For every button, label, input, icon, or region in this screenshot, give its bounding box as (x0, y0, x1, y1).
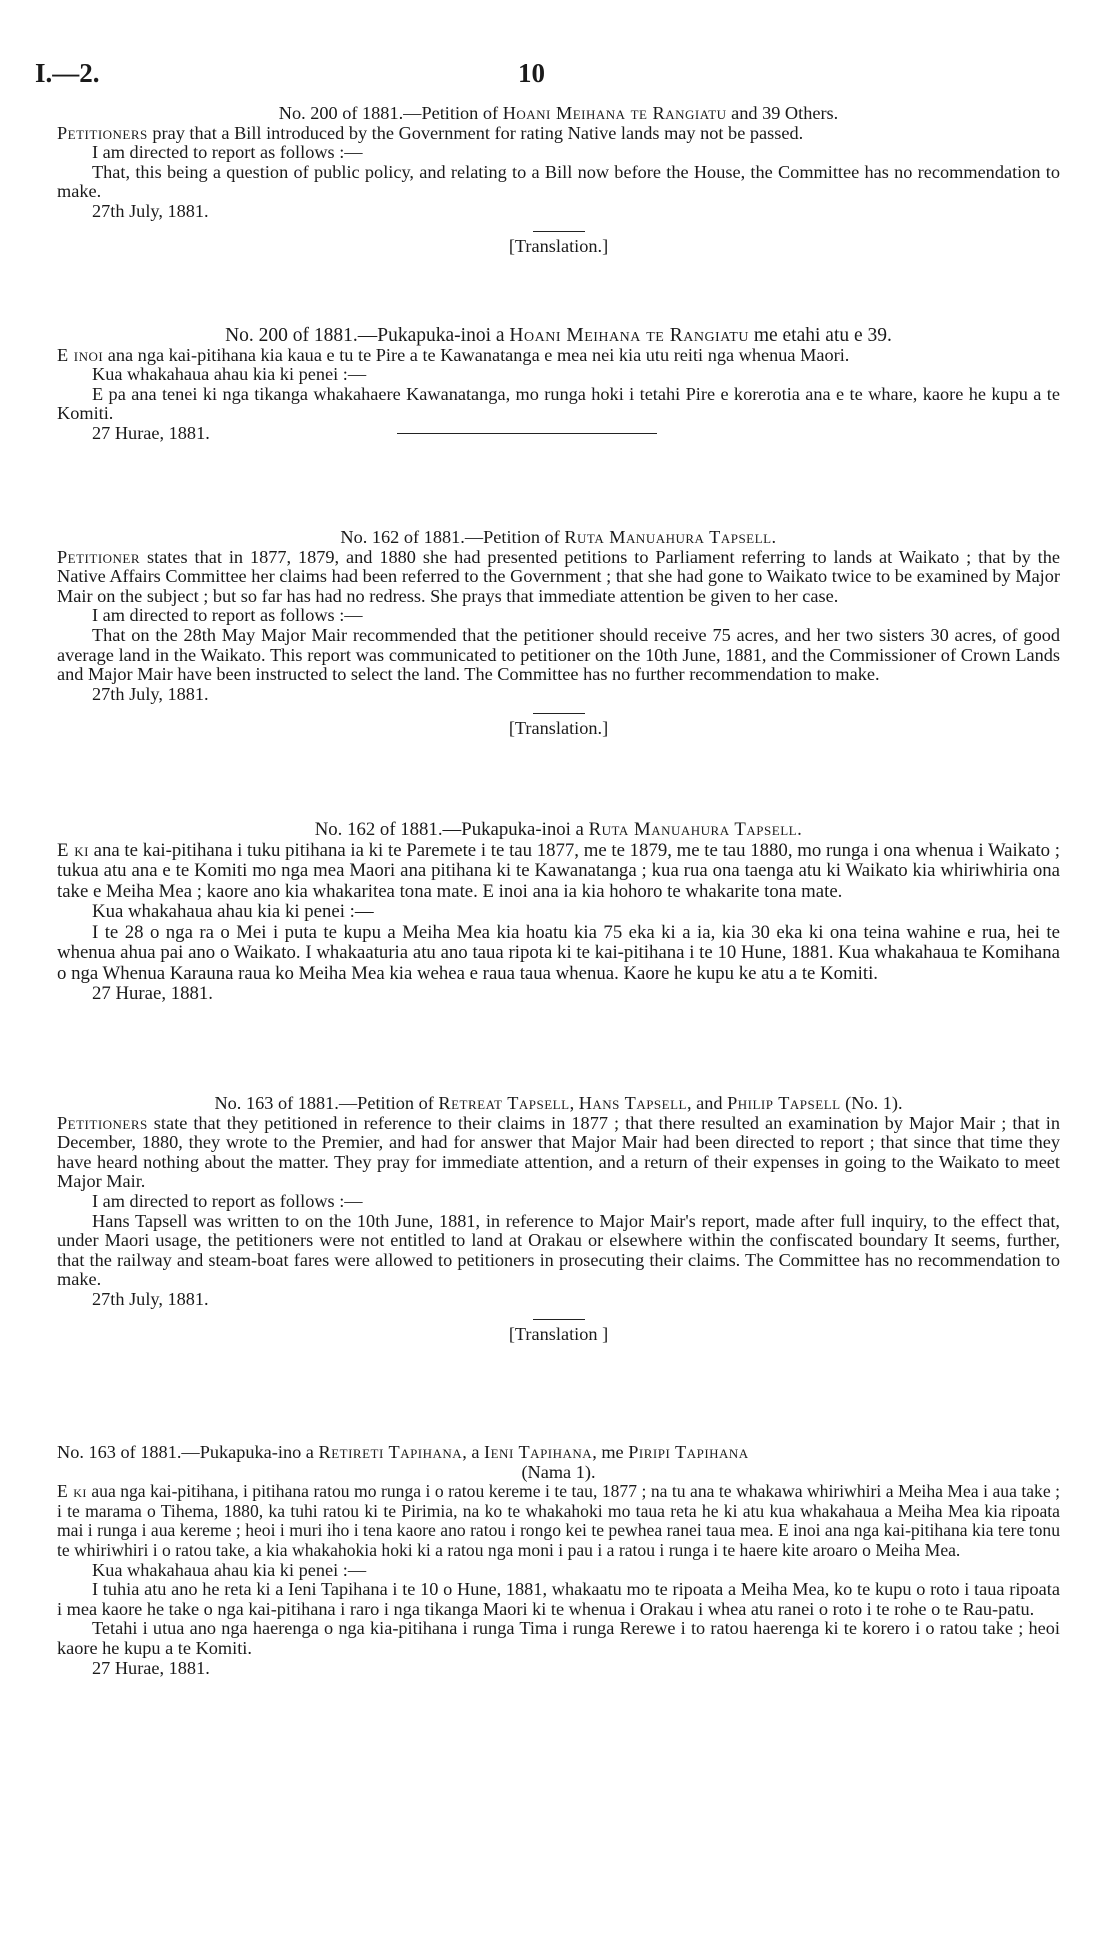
petitioner-name: Piripi Tapihana (628, 1442, 749, 1462)
petitioner-name: Ruta Manuahura Tapsell. (588, 819, 803, 840)
petitioner-name: Hoani Meihana te Rangiatu (502, 103, 727, 123)
report-date: 27 Hurae, 1881. (92, 422, 210, 443)
report-date: 27 Hurae, 1881. (92, 1657, 210, 1678)
directed-line: I am directed to report as follows :— (92, 1190, 363, 1211)
petition-163-english (57, 1094, 1060, 1344)
petition-162-english (57, 528, 1060, 739)
report-date: 27th July, 1881. (92, 683, 209, 704)
report-date: 27th July, 1881. (92, 200, 209, 221)
report-date: 27 Hurae, 1881. (92, 983, 214, 1004)
section-heading-number: (Nama 1). (521, 1461, 596, 1482)
section-heading: No. 163 of 1881.—Pukapuka-ino a Retireti Tapihana, a Ieni Tapihana, me Piripi Tapihana (57, 1442, 749, 1462)
committee-report: E pa ana tenei ki nga tikanga whakahaere Kawanatanga, mo runga hoki i tetahi Pire e korerotia ana e te whare, kaore he kupu a te Komiti. (57, 383, 1060, 424)
section-heading: No. 200 of 1881.—Pukapuka-inoi a Hoani Meihana te Rangiatu me etahi atu e 39. (225, 325, 892, 346)
section-heading: No. 162 of 1881.—Pukapuka-inoi a Ruta Manuahura Tapsell. (314, 819, 803, 840)
petitioner-name: Hans Tapsell (578, 1093, 687, 1113)
committee-report: I te 28 o nga ra o Mei i puta te kupu a Meiha Mea kia hoatu kia 75 eka ki a ia, kia 30 eka ki ona teina wahine e rua, hei te whenua ahua pai ano o Waikato. I whakaaturia atu ano taua ripota ki te kai-pitihana i te 10 Hune, 1881. Kua whakahaua te Komihana o nga Whenua Karauna raua ko Meiha Mea kia wehea e raua taua whenua. Kaore he kupu ke atu a te Komiti. (57, 921, 1060, 984)
petitioner-name: Retireti Tapihana (318, 1442, 463, 1462)
petitioner-name: Philip Tapsell (727, 1093, 841, 1113)
petition-200-translation (57, 326, 1060, 444)
directed-line: I am directed to report as follows :— (92, 142, 363, 163)
committee-report-extra: Tetahi i utua ano nga haerenga o nga kia-pitihana i runga Tima i runga Rerewe i to ratou haerenga ki te korero i o ratou take ; heoi kaore he kupu a te Komiti. (57, 1618, 1060, 1658)
section-heading: No. 163 of 1881.—Petition of Retreat Tapsell, Hans Tapsell, and Philip Tapsell (No. 1). (214, 1093, 903, 1113)
divider (533, 231, 585, 232)
petition-body: Petitioner states that in 1877, 1879, and 1880 she had presented petitions to Parliament referring to lands at Waikato ; that by the Native Affairs Committee her claims had been referred to the Government ; that she had gone to Waikato twice to be examined by Major Mair on the subject ; but so far has had no redress. She prays that immediate attention be given to her case. (57, 546, 1060, 606)
section-heading: No. 200 of 1881.—Petition of Hoani Meihana te Rangiatu and 39 Others. (278, 103, 839, 123)
petition-body: E ki aua nga kai-pitihana, i pitihana ratou mo runga i o ratou kereme i te tau, 1877 ; na tu ana te whakawa whiriwhiri a Meiha Mea i aua take ; i te marama o Tihema, 1880, ka tuhi ratou ki te Pirimia, na ko te whakahoki mo taua reta he ki atu kua whakahaua a Meiha Mea kia ripoata mai i runga i aua kereme ; heoi i muri iho i tena kaore ano ratou i rongo kei te pewhea ranei taua mea. E inoi ana nga kai-pitihana kia tere tonu te whiriwhiri i o ratou take, a kia whakahokia hoki ki a ratou nga moni i pau i a ratou i runga i te haere kite aroaro o Meiha Mea. (57, 1481, 1060, 1560)
section-heading: No. 162 of 1881.—Petition of Ruta Manuahura Tapsell. (340, 527, 777, 547)
petition-body: E inoi ana nga kai-pitihana kia kaua e tu te Pire a te Kawanatanga e mea nei kia utu reiti nga whenua Maori. (57, 344, 850, 365)
document-reference: I.—2. (35, 58, 100, 88)
translation-label: [Translation.] (508, 235, 609, 256)
translation-label: [Translation.] (508, 718, 609, 739)
petition-162-translation (57, 820, 1060, 1005)
petitioner-name: Retreat Tapsell (438, 1093, 570, 1113)
directed-line: Kua whakahaua ahau kia ki penei :— (92, 364, 367, 385)
divider (533, 1319, 585, 1320)
report-date: 27th July, 1881. (92, 1288, 209, 1309)
translation-label: [Translation ] (508, 1323, 609, 1344)
page-number: 10 (518, 58, 545, 88)
petition-200-english (57, 104, 1060, 256)
divider (533, 713, 585, 714)
petition-body: Petitioners state that they petitioned in reference to their claims in 1877 ; that there resulted an examination by Major Mair ; that in December, 1880, they wrote to the Premier, and had for answer that Major Mair had been directed to report ; that since that time they have heard nothing about the matter. They pray for immediate attention, and a return of their expenses in going to the Waikato to meet Major Mair. (57, 1112, 1060, 1192)
committee-report: That on the 28th May Major Mair recommended that the petitioner should receive 75 acres, and her two sisters 30 acres, of good average land in the Waikato. This report was communicated to petitioner on the 10th June, 1881, and the Commissioner of Crown Lands and Major Mair have been instructed to select the land. The Committee has no further recommendation to make. (57, 624, 1060, 685)
petition-body: E ki ana te kai-pitihana i tuku pitihana ia ki te Paremete i te tau 1877, me te 1879, me te tau 1880, mo runga i ona whenua i Waikato ; tukua atu ana e te Komiti mo nga mea Maori ana pitihana ki te Kawanatanga ; kua rua ona taenga atu ki Waikato kia whiriwhiria ona take e Meiha Mea ; kaore ano kia whakaritea tona mate. E inoi ana ia kia hohoro te whakarite tona mate. (57, 839, 1060, 902)
committee-report: Hans Tapsell was written to on the 10th June, 1881, in reference to Major Mair's report, made after full inquiry, to the effect that, under Maori usage, the petitioners were not entitled to land at Orakau or elsewhere within the confiscated boundary It seems, further, that the railway and steam-boat fares were allowed to petitioners in prosecuting their claims. The Committee has no recommendation to make. (57, 1210, 1060, 1290)
petition-body: Petitioners pray that a Bill introduced by the Government for rating Native lands may not be passed. (57, 122, 804, 143)
petitioner-name: Hoani Meihana te Rangiatu (509, 325, 749, 346)
directed-line: Kua whakahaua ahau kia ki penei :— (92, 1559, 367, 1580)
petitioner-name: Ieni Tapihana (484, 1442, 593, 1462)
divider (397, 433, 657, 434)
committee-report: That, this being a question of public policy, and relating to a Bill now before the House, the Committee has no recommendation to make. (57, 161, 1060, 202)
petition-163-translation (57, 1443, 1060, 1678)
petitioner-name: Ruta Manuahura Tapsell. (564, 527, 777, 547)
committee-report: I tuhia atu ano he reta ki a Ieni Tapihana i te 10 o Hune, 1881, whakaatu mo te ripoata a Meiha Mea, ko te kupu o roto i taua ripoata i mea kaore he take o nga kai-pitihana i raro i nga tikanga Maori ki te whenua i Orakau i whea atu ranei o roto i te rohe o te Rau-patu. (57, 1579, 1060, 1619)
directed-line: I am directed to report as follows :— (92, 605, 363, 626)
directed-line: Kua whakahaua ahau kia ki penei :— (92, 901, 374, 922)
